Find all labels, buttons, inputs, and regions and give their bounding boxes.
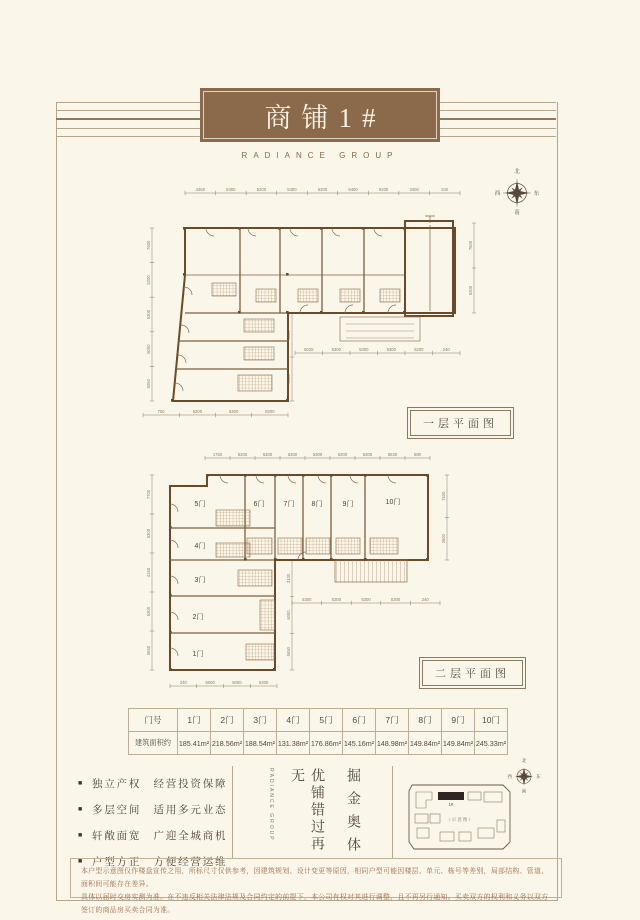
dimension-chain: [468, 223, 476, 313]
stair-shaft: [405, 221, 453, 316]
area-table: [128, 708, 508, 755]
floor1-plan-label: 一层平面图: [410, 410, 511, 436]
dim-label: 580: [414, 452, 421, 458]
dim-label: 6000: [286, 610, 292, 620]
dim-label: 5300: [226, 187, 236, 193]
dimension-chain: [205, 452, 430, 460]
dim-label: 5300: [359, 347, 369, 353]
dim-label: 7400: [441, 491, 447, 501]
dim-label: 5300: [262, 452, 273, 458]
dim-label: 5300: [386, 347, 396, 353]
area-value-cell: 149.84m²: [409, 732, 442, 755]
dim-label: 7700: [146, 489, 152, 500]
dim-label: 5300: [362, 452, 373, 458]
dim-label: 1750: [212, 452, 223, 458]
area-value-cell: 131.38m²: [277, 732, 310, 755]
table-header-cell: 9门: [442, 709, 475, 732]
dim-label: 5300: [146, 309, 152, 320]
dim-label: 8200: [265, 409, 275, 415]
dim-label: 240: [179, 680, 187, 686]
dim-label: 5200: [378, 187, 389, 193]
bullet-square-icon: ■: [78, 858, 85, 865]
dim-label: 5200: [146, 275, 152, 285]
table-header-cell: 2门: [211, 709, 244, 732]
dimension-chain: [170, 680, 277, 688]
dimension-chain: [441, 475, 449, 560]
dim-label: 5200: [468, 285, 474, 296]
table-header-cell: 1门: [178, 709, 211, 732]
area-value-cell: 148.98m²: [376, 732, 409, 755]
unit-label: 1门: [192, 651, 204, 658]
unit-label: 3门: [194, 577, 206, 584]
dim-label: 5300: [287, 452, 298, 458]
bullet-square-icon: ■: [78, 806, 85, 813]
feature-text: 轩敞面宽 广迎全城商机: [92, 830, 228, 842]
section-divider: [232, 766, 233, 858]
dim-label: 4450: [195, 187, 205, 193]
section-divider: [392, 766, 393, 858]
feature-text: 独立产权 经营投资保障: [92, 778, 228, 790]
floor2-plan-label: 二层平面图: [422, 660, 523, 686]
table-header-cell: 6门: [343, 709, 376, 732]
dim-label: 5950: [286, 374, 292, 384]
dim-label: 5300: [331, 597, 342, 603]
siteplan-map: [404, 780, 516, 854]
dimension-chain: [292, 597, 440, 605]
title-deco-lines-right: [440, 102, 556, 142]
dimension-chain: [143, 409, 288, 417]
dim-label: 6200: [192, 409, 203, 415]
door-arcs: [175, 228, 396, 391]
dim-label: 6025: [304, 347, 314, 353]
dim-label: 5050: [146, 379, 152, 389]
dim-label: 5300: [228, 409, 239, 415]
floor2-plan: [140, 448, 500, 693]
table-header-cell: 5门: [310, 709, 343, 732]
unit-label: 8门: [311, 501, 323, 508]
feature-text: 多层空间 适用多元业态: [92, 804, 228, 816]
unit-label: 5门: [194, 501, 206, 508]
dim-label: 5900: [286, 330, 292, 340]
area-value-cell: 188.54m²: [244, 732, 277, 755]
compass-north-label: 北: [521, 758, 527, 764]
page-title-text: 商铺1#: [264, 102, 386, 133]
stairs: [216, 510, 398, 660]
floor1-plan: [140, 183, 500, 438]
dimension-chain: [295, 347, 460, 355]
slogan-main: 掘金奥体: [346, 768, 362, 860]
compass-south-label: 南: [514, 210, 520, 215]
area-value-cell: 145.16m²: [343, 732, 376, 755]
dim-label: 3400: [409, 187, 419, 193]
compass-icon: [494, 167, 540, 215]
unit-label: 2门: [192, 614, 204, 621]
dim-label: 240: [442, 347, 450, 353]
dim-label: 3100: [286, 573, 292, 583]
disclaimer-box: [70, 858, 562, 914]
page-title: [200, 88, 440, 142]
unit-label: 6门: [253, 501, 265, 508]
dim-label: 6300: [146, 606, 152, 617]
dim-label: 5300: [146, 528, 152, 539]
dimension-chain: [185, 187, 460, 195]
compass-east-label: 东: [533, 191, 540, 197]
columns: [171, 227, 456, 402]
highlighted-building-label: 1#: [448, 802, 454, 807]
compass-icon-small: [507, 757, 541, 793]
dim-label: 6000: [146, 344, 152, 354]
dim-label: 5300: [237, 452, 248, 458]
dimension-chain: [146, 228, 154, 401]
dim-label: 240: [441, 187, 449, 193]
disclaimer-line: 具体以届时交房实测为准。在不违反相关法律法规及合同约定的前提下，本公司有权对其进行调整，且不再另行通知。买卖双方的权利和义务以双方签订的商品房买卖合同为准。: [81, 894, 549, 914]
dim-label: 5300: [331, 347, 341, 353]
table-header-cell: 10门: [475, 709, 508, 732]
entrance-canopy: [340, 317, 420, 341]
compass-north-label: 北: [514, 169, 520, 175]
feature-item: [78, 802, 227, 817]
area-value-cell: 149.84m²: [442, 732, 475, 755]
area-value-cell: 245.33m²: [475, 732, 508, 755]
table-header-cell: 3门: [244, 709, 277, 732]
dim-label: 5300: [337, 452, 348, 458]
dim-label: 7600: [146, 240, 152, 250]
dim-label: 5300: [258, 680, 269, 686]
unit-label: 7门: [283, 501, 295, 508]
dim-label: 6000: [205, 680, 215, 686]
dim-label: 5300: [390, 597, 401, 603]
table-header-cell: 4门: [277, 709, 310, 732]
dim-label: 5400: [287, 187, 297, 193]
dim-label: 4150: [146, 567, 152, 578]
highlighted-building: [438, 792, 464, 800]
table-header-cell: 门号: [129, 709, 178, 732]
area-value-cell: 218.56m²: [211, 732, 244, 755]
table-header-row: [129, 709, 508, 732]
slogan-brand: RADIANCE GROUP: [268, 768, 274, 842]
compass-west-label: 西: [507, 773, 512, 779]
unit-label: 4门: [194, 543, 206, 550]
dim-label: 5300: [312, 452, 323, 458]
dim-label: 240: [421, 597, 429, 603]
compass-south-label: 南: [521, 788, 527, 793]
area-value-cell: 185.41m²: [178, 732, 211, 755]
slogan-sub: 优铺错过再无: [290, 768, 326, 853]
dim-label: 5200: [256, 187, 267, 193]
dimension-chain: [286, 560, 294, 670]
area-value-cell: 176.86m²: [310, 732, 343, 755]
bullet-square-icon: ■: [78, 780, 85, 787]
brand-name: RADIANCE GROUP: [241, 151, 399, 160]
unit-label: 10门: [385, 499, 401, 506]
disclaimer-line: 本户型示意图仅作楼盘宣传之用，所标尺寸仅供参考，因建筑规划、设计变更等原因，相同户型可能因楼层、单元、栋号等差别，局部结构、管道、面积间可能存在差异。: [81, 868, 549, 888]
feature-text: 户型方正 方便经营运维: [92, 856, 228, 868]
unit-label: 9门: [342, 501, 354, 508]
dim-label: 7600: [468, 240, 474, 251]
dim-label: 5530: [387, 452, 398, 458]
table-header-cell: 7门: [376, 709, 409, 732]
dim-label: 5650: [146, 645, 152, 656]
compass-east-label: 东: [536, 773, 541, 779]
compass-west-label: 西: [494, 191, 501, 197]
feature-item: [78, 828, 227, 843]
dim-label: 750: [157, 409, 165, 415]
table-data-row: [129, 732, 508, 755]
dim-label: 5300: [361, 597, 371, 603]
dim-label: 5200: [414, 347, 424, 353]
dim-label: 5300: [317, 187, 328, 193]
title-deco-lines-left: [56, 102, 200, 142]
dim-label: 5650: [286, 647, 292, 657]
dimension-chain: [146, 475, 154, 670]
feature-item: [78, 776, 227, 791]
dim-label: 5400: [348, 187, 358, 193]
dim-label: 5300: [302, 597, 312, 603]
table-row-label: 建筑面积约: [129, 732, 178, 755]
dim-label: 2600: [441, 534, 447, 544]
slogan-block: [258, 768, 364, 866]
table-header-cell: 8门: [409, 709, 442, 732]
siteplan-note: （示意图）: [446, 817, 474, 822]
building-outline: [173, 228, 455, 401]
bullet-square-icon: ■: [78, 832, 85, 839]
dim-label: 5000: [232, 680, 242, 686]
external-stair: [335, 560, 407, 582]
